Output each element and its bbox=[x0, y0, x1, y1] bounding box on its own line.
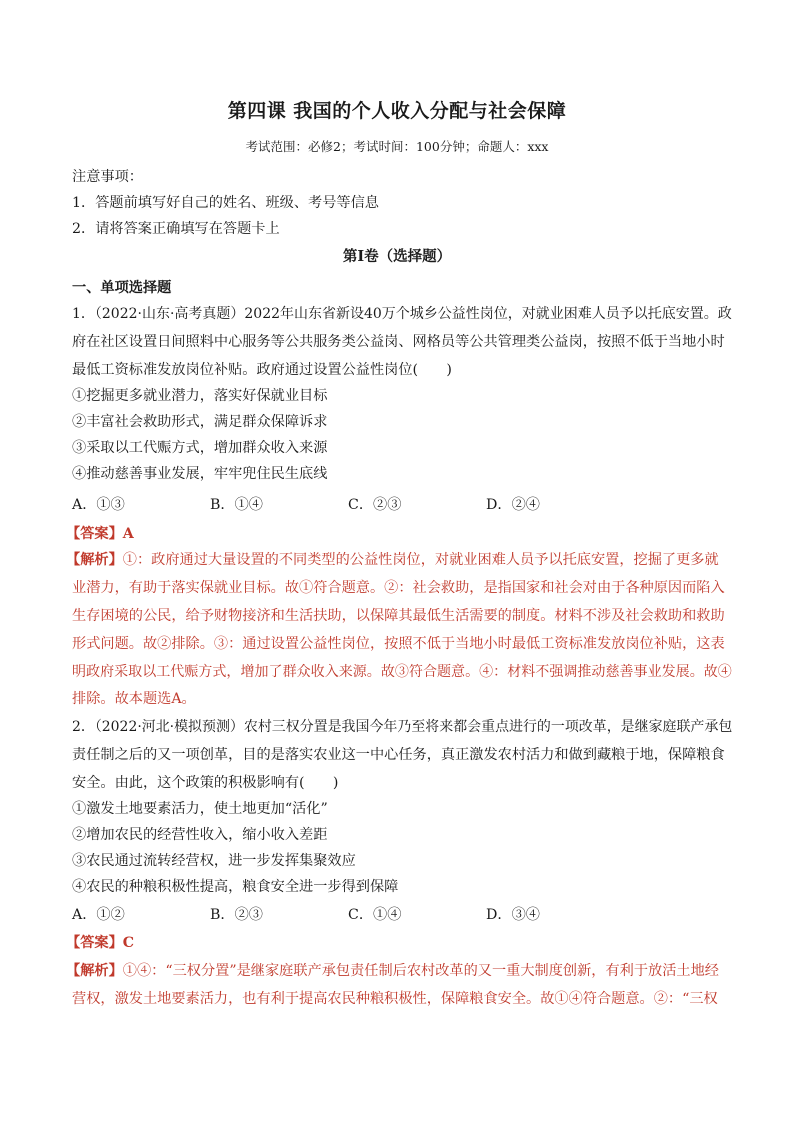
q2-stem-line: 2．（2022·河北·模拟预测）农村三权分置是我国今年乃至将来都会重点进行的一项改革，是继家庭联产承包 bbox=[72, 719, 733, 735]
q2-option-a: A．①② bbox=[72, 907, 125, 923]
q2-option-b: B．②③ bbox=[210, 907, 263, 923]
analysis-text: ①：政府通过大量设置的不同类型的公益性岗位，对就业困难人员予以托底安置，挖掘了更多就 bbox=[122, 552, 719, 568]
q1-option-a: A．①③ bbox=[72, 497, 125, 513]
answer-value: A bbox=[122, 526, 134, 542]
q1-option-d: D．②④ bbox=[486, 497, 540, 513]
q1-answer bbox=[66, 523, 134, 543]
q1-stem-line: 1．（2022·山东·高考真题）2022年山东省新设40万个城乡公益性岗位，对就业困难人员予以托底安置。政 bbox=[72, 306, 732, 322]
note-item-2: 2．请将答案正确填写在答题卡上 bbox=[72, 221, 280, 237]
q2-stem-line: 责任制之后的又一项创革，目的是落实农业这一中心任务，真正激发农村活力和做到藏粮于地，保障粮食 bbox=[72, 747, 725, 763]
q1-analysis-line bbox=[66, 549, 719, 569]
q2-statement: ④农民的种粮积极性提高，粮食安全进一步得到保障 bbox=[72, 879, 399, 895]
answer-label: 【答案】 bbox=[66, 526, 123, 542]
q1-statement: ④推动慈善事业发展，牢牢兜住民生底线 bbox=[72, 466, 328, 482]
exam-info: 考试范围：必修2；考试时间：100分钟；命题人：xxx bbox=[245, 139, 549, 154]
q1-analysis-line: 生存困境的公民，给予财物接济和生活扶助，以保障其最低生活需要的制度。材料不涉及社会救助和救助 bbox=[72, 608, 725, 624]
q2-option-d: D．③④ bbox=[486, 907, 540, 923]
q2-analysis-line: 营权，激发土地要素活力，也有利于提高农民种粮积极性，保障粮食安全。故①④符合题意。②：“三权 bbox=[72, 991, 718, 1007]
analysis-label: 【解析】 bbox=[66, 963, 123, 979]
q1-analysis-line: 排除。故本题选A。 bbox=[72, 691, 196, 707]
volume-title: 第I卷（选择题） bbox=[342, 248, 452, 265]
q1-stem-line: 府在社区设置日间照料中心服务等公共服务类公益岗、网格员等公共管理类公益岗，按照不低于当地小时 bbox=[72, 334, 725, 350]
section-title: 一、单项选择题 bbox=[72, 280, 172, 296]
q1-analysis-line: 明政府采取以工代赈方式，增加了群众收入来源。故③符合题意。④：材料不强调推动慈善事业发展。故④ bbox=[72, 664, 732, 680]
answer-value: C bbox=[122, 935, 135, 951]
q1-option-b: B．①④ bbox=[210, 497, 263, 513]
q2-statement: ③农民通过流转经营权，进一步发挥集聚效应 bbox=[72, 853, 356, 869]
q2-stem-line: 安全。由此，这个政策的积极影响有( ) bbox=[72, 775, 339, 791]
notes-heading: 注意事项： bbox=[72, 169, 143, 185]
q1-statement: ②丰富社会救助形式，满足群众保障诉求 bbox=[72, 414, 328, 430]
page-title: 第四课 我国的个人收入分配与社会保障 bbox=[227, 100, 567, 122]
q1-analysis-line: 业潜力，有助于落实保就业目标。故①符合题意。②：社会救助，是指国家和社会对由于各种原因而陷入 bbox=[72, 580, 725, 596]
q1-option-c: C．②③ bbox=[348, 497, 402, 513]
q2-option-c: C．①④ bbox=[348, 907, 402, 923]
analysis-label: 【解析】 bbox=[66, 552, 123, 568]
q1-stem-line: 最低工资标准发放岗位补贴。政府通过设置公益性岗位( ) bbox=[72, 362, 452, 378]
q2-answer bbox=[66, 932, 134, 952]
q2-statement: ②增加农民的经营性收入，缩小收入差距 bbox=[72, 827, 328, 843]
analysis-text: ①④：“三权分置”是继家庭联产承包责任制后农村改革的又一重大制度创新，有利于放活土地经 bbox=[122, 963, 719, 979]
note-item-1: 1．答题前填写好自己的姓名、班级、考号等信息 bbox=[72, 195, 379, 211]
q1-statement: ①挖掘更多就业潜力，落实好保就业目标 bbox=[72, 388, 328, 404]
q1-statement: ③采取以工代赈方式，增加群众收入来源 bbox=[72, 440, 328, 456]
answer-label: 【答案】 bbox=[66, 935, 123, 951]
q2-statement: ①激发土地要素活力，使土地更加“活化” bbox=[72, 801, 328, 817]
q1-analysis-line: 形式问题。故②排除。③：通过设置公益性岗位，按照不低于当地小时最低工资标准发放岗位补贴，这表 bbox=[72, 636, 725, 652]
q2-analysis-line bbox=[66, 960, 719, 980]
